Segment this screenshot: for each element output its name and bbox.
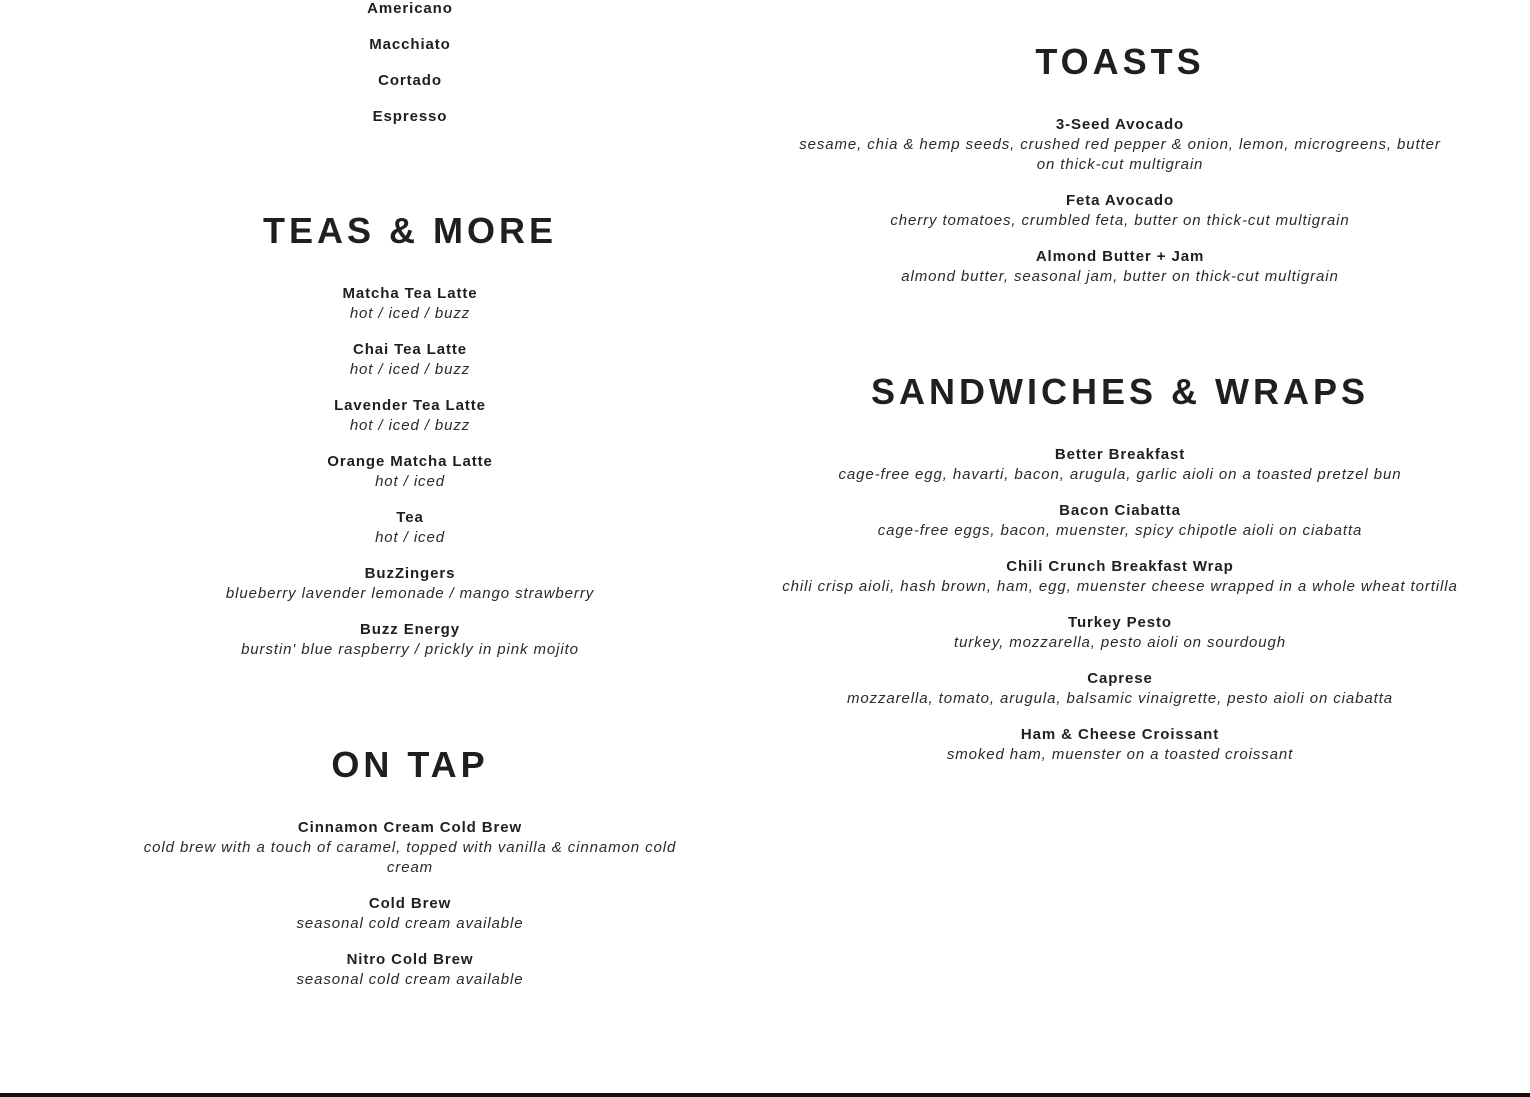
menu-item-name: Turkey Pesto [1068,614,1172,631]
menu-item [110,452,710,492]
menu-item-description: hot / iced / buzz [349,361,471,378]
menu-item-description: sesame, chia & hemp seeds, crushed red pepper & onion, lemon, microgreens, butter on thick-cut multigrain [799,136,1441,173]
section-items [780,115,1460,287]
menu-item-description: cage-free eggs, bacon, muenster, spicy chipotle aioli on ciabatta [877,522,1363,539]
menu-item-name: Buzz Energy [360,621,460,638]
section-title: TOASTS [1035,41,1205,82]
menu-item [110,620,710,660]
menu-item-name: Espresso [372,108,448,125]
menu-item-description: cold brew with a touch of caramel, topped with vanilla & cinnamon cold cream [143,839,677,876]
section-teas-and-more [110,211,710,676]
menu-item [780,613,1460,653]
menu-item-description: chili crisp aioli, hash brown, ham, egg, muenster cheese wrapped in a whole wheat tortilla [782,578,1458,595]
section-title: TEAS & MORE [262,210,557,251]
section-items [110,818,710,990]
menu-item-macchiato [110,35,710,55]
menu-item [110,950,710,990]
menu-item-name: Cinnamon Cream Cold Brew [297,819,523,836]
menu-item-name: Matcha Tea Latte [342,285,478,302]
menu-item [780,501,1460,541]
menu-item-name: Chili Crunch Breakfast Wrap [1006,558,1234,575]
menu-item [110,508,710,548]
menu-item-name: BuzZingers [364,565,456,582]
menu-item-name: Cortado [378,72,442,89]
menu-item [780,669,1460,709]
coffee-list-continued [110,0,710,143]
menu-item-description: hot / iced / buzz [349,417,471,434]
menu-item-name: Americano [367,0,453,17]
menu-item-name: Almond Butter + Jam [1035,248,1205,265]
menu-item [780,191,1460,231]
section-items [780,445,1460,765]
menu-item-cortado [110,71,710,91]
menu-item-description: blueberry lavender lemonade / mango strawberry [225,585,595,602]
menu-item-description: almond butter, seasonal jam, butter on thick-cut multigrain [901,268,1339,285]
menu-item-americano [110,0,710,19]
menu-item-description: turkey, mozzarella, pesto aioli on sourdough [954,634,1286,651]
menu-item [780,725,1460,765]
menu-item [110,818,710,878]
menu-item [110,894,710,934]
menu-item-description: smoked ham, muenster on a toasted croissant [946,746,1294,763]
menu-item [110,564,710,604]
section-toasts [780,42,1460,303]
menu-item-name: Feta Avocado [1065,192,1175,209]
menu-item-name: Lavender Tea Latte [334,397,486,414]
menu-item-description: hot / iced [375,473,445,490]
section-title: ON TAP [331,744,489,785]
menu-item-name: Orange Matcha Latte [327,453,493,470]
menu-item-description: seasonal cold cream available [296,915,524,932]
menu-item [780,557,1460,597]
menu-item-name: Nitro Cold Brew [346,951,474,968]
menu-item-name: Bacon Ciabatta [1059,502,1181,519]
section-sandwiches-and-wraps [780,372,1460,781]
menu-item-description: cherry tomatoes, crumbled feta, butter on thick-cut multigrain [890,212,1350,229]
page-bottom-divider [0,1093,1530,1097]
menu-item-description: mozzarella, tomato, arugula, balsamic vinaigrette, pesto aioli on ciabatta [846,690,1394,707]
menu-item-name: Chai Tea Latte [352,341,467,358]
menu-item-description: hot / iced [375,529,445,546]
menu-item-name: Cold Brew [368,895,452,912]
menu-item-name: 3-Seed Avocado [1055,116,1185,133]
menu-item [110,284,710,324]
section-on-tap [110,745,710,1006]
menu-item [780,247,1460,287]
menu-item-name: Caprese [1087,670,1153,687]
menu-item-name: Macchiato [369,36,451,53]
menu-item-description: hot / iced / buzz [349,305,471,322]
section-title: SANDWICHES & WRAPS [870,371,1369,412]
section-items [110,284,710,660]
menu-item-name: Ham & Cheese Croissant [1020,726,1220,743]
menu-item-espresso [110,107,710,127]
menu-item-description: seasonal cold cream available [296,971,524,988]
menu-item [110,340,710,380]
menu-item [780,115,1460,175]
menu-item-name: Tea [396,509,424,526]
menu-item [110,396,710,436]
menu-item-name: Better Breakfast [1054,446,1186,463]
menu-item-description: burstin' blue raspberry / prickly in pink mojito [241,641,579,658]
menu-item-description: cage-free egg, havarti, bacon, arugula, garlic aioli on a toasted pretzel bun [838,466,1402,483]
menu-item [780,445,1460,485]
